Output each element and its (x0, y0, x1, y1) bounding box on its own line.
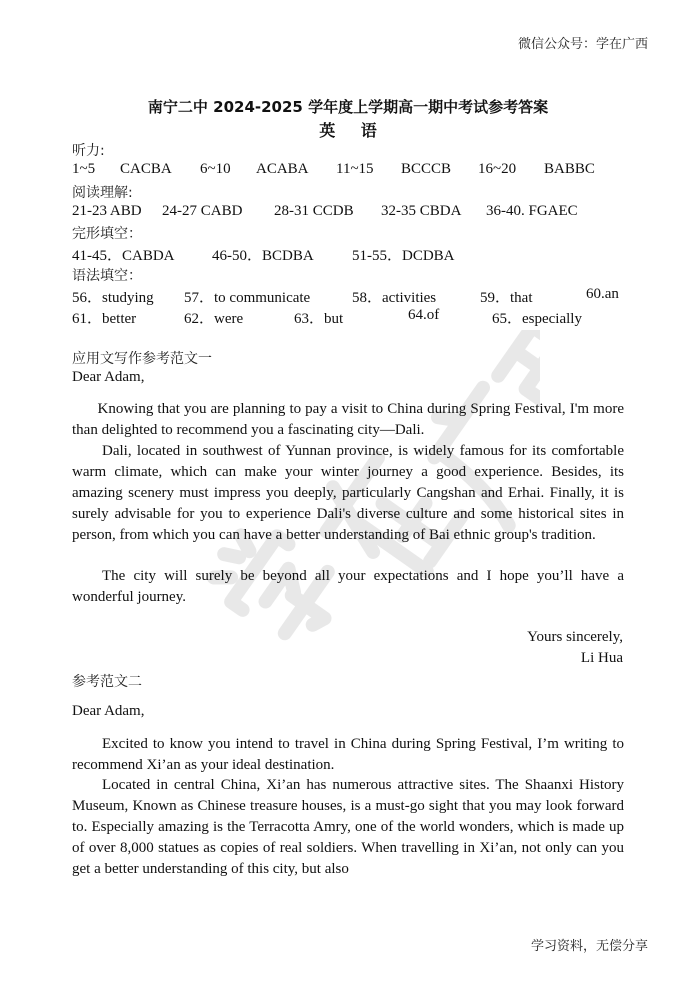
listening-range-4: 16~20 (478, 161, 517, 177)
grammar-answer-57: 57．to communicate (184, 290, 311, 306)
grammar-label: 语法填空： (72, 268, 142, 284)
grammar-answer-58: 58．activities (352, 290, 437, 306)
subject-title: 英 语 (319, 121, 387, 140)
grammar-answer-63: 63．but (294, 311, 344, 327)
grammar-answer-56: 56．studying (72, 290, 154, 306)
essay1-greeting: Dear Adam, (72, 369, 145, 385)
essay2-paragraph-2: Located in central China, Xi’an has numerous attractive sites. The Shaanxi History Museum, Known as Chinese treasure houses, is a must-go sight that you may look forward to. Especially amazing is the Terracotta Amry, one of the world wonders, which is made up of over 8,000 statues as copies of real soldiers. When travelling in Xi’an, not only can you get a better understanding of this city, but also (72, 777, 624, 877)
essay2-greeting: Dear Adam, (72, 703, 145, 719)
listening-answers-row (72, 161, 632, 181)
listening-range-3: 11~15 (336, 161, 374, 177)
essay1-paragraph-1: Knowing that you are planning to pay a visit to China during Spring Festival, I'm more than delighted to recommend you a fascinating city—Dali. (72, 401, 624, 438)
reading-label: 阅读理解: (72, 185, 133, 201)
grammar-answer-61: 61．better (72, 311, 137, 327)
listening-answers-4: BABBC (544, 161, 595, 177)
grammar-answer-65: 65．especially (492, 311, 582, 327)
listening-answers-1: CACBA (120, 161, 172, 177)
listening-label: 听力: (72, 143, 105, 159)
listening-range-1: 1~5 (72, 161, 96, 177)
listening-answers-3: BCCCB (401, 161, 452, 177)
essay1-signature: Li Hua (580, 650, 623, 666)
essay1-paragraph-3: The city will surely be beyond all your expectations and I hope you’ll have a wonderful journey. (72, 568, 624, 605)
footer-note: 学习资料，无偿分享 (530, 939, 648, 954)
grammar-answers-row-1 (72, 286, 632, 306)
grammar-answer-60: 60.an (586, 286, 619, 302)
cloze-answers-row (72, 244, 632, 264)
essay1-paragraph-2: Dali, located in southwest of Yunnan province, is widely famous for its comfortable warm climate, which can make your winter journey a good experience. Besides, its amazing scenery must impress you deeply, particularly Cangshan and Erhai. Finally, it is surely advisable for you to experience Dali's diverse culture and some historical sites in person, from which you can have a better understanding of Bai ethnic group's tradition. (72, 443, 624, 543)
page-title: 南宁二中 2024-2025 学年度上学期高一期中考试参考答案 (147, 98, 549, 116)
essay1-heading: 应用文写作参考范文一 (72, 351, 212, 367)
cloze-group-2: 46-50．BCDBA (212, 248, 314, 264)
reading-group-4: 32-35 CBDA (381, 203, 462, 219)
grammar-answers-row-2 (72, 307, 632, 327)
essay1-closing: Yours sincerely, (527, 629, 623, 645)
grammar-answer-64: 64.of (408, 307, 440, 323)
reading-answers-row (72, 203, 632, 223)
essay2-heading: 参考范文二 (72, 674, 142, 690)
cloze-label: 完形填空： (72, 226, 142, 242)
listening-range-2: 6~10 (200, 161, 231, 177)
reading-group-5: 36-40. FGAEC (486, 203, 578, 219)
reading-group-3: 28-31 CCDB (274, 203, 354, 219)
essay2-paragraph-1: Excited to know you intend to travel in China during Spring Festival, I’m writing to recommend Xi’an as your ideal destination. (72, 736, 624, 773)
cloze-group-3: 51-55．DCDBA (352, 248, 455, 264)
cloze-group-1: 41-45．CABDA (72, 248, 175, 264)
wechat-account-note: 微信公众号：学在广西 (517, 37, 648, 52)
listening-answers-2: ACABA (256, 161, 309, 177)
reading-group-2: 24-27 CABD (162, 203, 243, 219)
grammar-answer-59: 59．that (480, 290, 533, 306)
grammar-answer-62: 62．were (184, 311, 244, 327)
reading-group-1: 21-23 ABD (72, 203, 142, 219)
